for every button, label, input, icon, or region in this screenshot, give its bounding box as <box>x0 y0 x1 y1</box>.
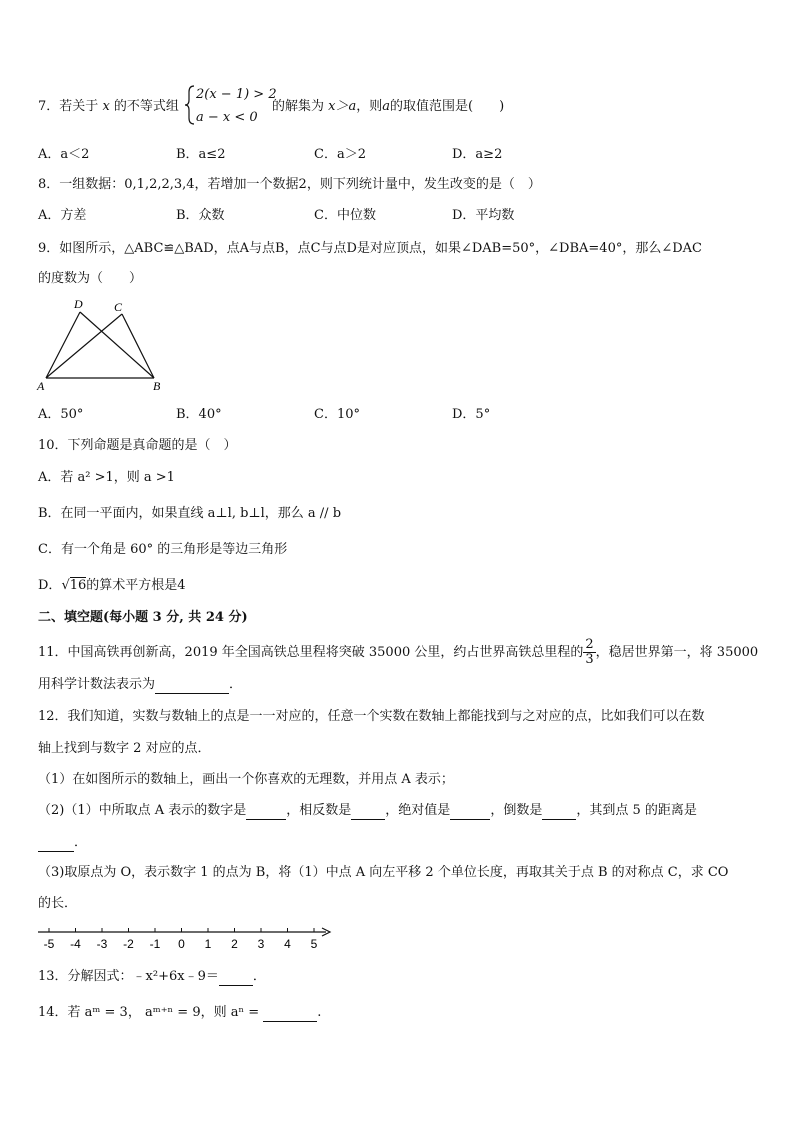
segment-cb <box>122 314 154 378</box>
q12-p2-end: ． <box>74 835 88 850</box>
q12-line1: 12．我们知道，实数与数轴上的点是一一对应的，任意一个实数在数轴上都能找到与之对应的点，比如我们可以在数 <box>38 709 705 724</box>
q13-line <box>38 968 266 986</box>
number-line-tick-label: -2 <box>123 937 134 951</box>
q12-blank-distance[interactable] <box>38 837 74 852</box>
number-line-tick-label: 5 <box>310 937 318 951</box>
q12-part3-line2: 的长． <box>38 896 78 911</box>
segment-ad <box>46 312 80 378</box>
q10-text: 10．下列命题是真命题的是（ ） <box>38 438 237 453</box>
q7-option-d: D．a≥2 <box>452 147 503 162</box>
q7-text-d: ，则 <box>356 99 383 114</box>
number-line-tick-label: -4 <box>70 937 81 951</box>
segment-ac <box>46 314 122 378</box>
q12-blank-abs[interactable] <box>450 805 490 820</box>
q10-option-c: C．有一个角是 60° 的三角形是等边三角形 <box>38 542 288 557</box>
q11-text-a: 11．中国高铁再创新高，2019 年全国高铁总里程将突破 35000 公里，约占世界高铁总里程的 <box>38 645 584 660</box>
q12-line2: 轴上找到与数字 2 对应的点． <box>38 741 211 756</box>
q12-p2-e: ，其到点 5 的距离是 <box>576 803 697 818</box>
q9-option-b: B．40° <box>176 407 222 422</box>
q12-p2-c: ，绝对值是 <box>385 803 451 818</box>
q10-option-b: B．在同一平面内，如果直线 a⊥l, b⊥l，那么 a // b <box>38 506 342 521</box>
q7-text-c: 的解集为 <box>272 99 325 114</box>
fraction-two-thirds <box>583 638 595 667</box>
q9-option-c: C．10° <box>314 407 360 422</box>
q12-blank-opposite[interactable] <box>351 805 385 820</box>
label-d: D <box>74 297 83 311</box>
q7-option-b: B．a≤2 <box>176 147 226 162</box>
number-line-tick-label: 4 <box>284 937 291 951</box>
q11-text-b: ，稳居世界第一，将 35000 <box>595 645 759 660</box>
q14-text-b: aᵐ⁺ⁿ = 9，则 aⁿ = <box>144 1005 260 1020</box>
q7-option-a: A．a＜2 <box>38 147 90 162</box>
q12-p2-d: ，倒数是 <box>490 803 543 818</box>
q7-ineq1: 2(x − 1) > 2 <box>196 87 277 102</box>
number-line-tick-label: 1 <box>204 937 212 951</box>
q7-ineq2: a − x < 0 <box>196 110 258 125</box>
frac-den: 3 <box>585 652 594 667</box>
q7-number: 7． <box>38 99 60 114</box>
q9-option-a: A．50° <box>38 407 84 422</box>
triangle-figure <box>36 296 176 392</box>
q11-answer-blank[interactable] <box>155 679 229 694</box>
q7-text-e: 的取值范围是( ) <box>390 99 505 114</box>
q10-option-d <box>38 577 186 595</box>
q7-var-x: x <box>102 99 110 114</box>
q11-end: ． <box>229 677 243 692</box>
q11-line1 <box>38 638 758 667</box>
q8-text: 8．一组数据：0,1,2,2,3,4，若增加一个数据2，则下列统计量中，发生改变的是（ ） <box>38 177 541 192</box>
frac-num: 2 <box>585 637 594 652</box>
label-b: B <box>153 379 161 392</box>
q14-line <box>38 1004 321 1022</box>
q8-option-d: D．平均数 <box>452 208 515 223</box>
q14-text-a: 14．若 aᵐ = 3， <box>38 1005 141 1020</box>
q7-option-c: C．a＞2 <box>314 147 366 162</box>
q7-text-b: 的不等式组 <box>113 99 179 114</box>
q13-end: ． <box>252 969 266 984</box>
q11-line2 <box>38 676 242 694</box>
q12-blank-reciprocal[interactable] <box>542 805 576 820</box>
q7-text-a: 若关于 <box>59 99 99 114</box>
q7-var-a: a <box>382 99 391 114</box>
q10-d-suffix: 的算术平方根是4 <box>86 578 186 593</box>
number-line <box>36 926 336 952</box>
q8-option-a: A．方差 <box>38 208 87 223</box>
number-line-tick-label: -3 <box>96 937 108 951</box>
q7-line-rest <box>272 98 504 116</box>
section-title: 二、填空题(每小题 3 分, 共 24 分) <box>38 610 248 625</box>
q12-part3-line1: （3)取原点为 O，表示数字 1 的点为 B，将（1）中点 A 向左平移 2 个单位长度，再取其关于点 B 的对称点 C，求 CO <box>38 865 729 880</box>
q10-option-a: A．若 a² >1，则 a >1 <box>38 470 175 485</box>
sqrt-radicand: 16 <box>69 578 87 593</box>
q8-option-b: B．众数 <box>176 208 225 223</box>
q9-option-d: D．5° <box>452 407 491 422</box>
number-line-tick-label: -5 <box>43 937 55 951</box>
q7-solution: x＞a <box>328 99 357 114</box>
segment-db <box>80 312 154 378</box>
q12-part2 <box>38 802 697 820</box>
label-c: C <box>114 300 123 314</box>
q12-blank-number[interactable] <box>246 805 286 820</box>
q13-text: 13．分解因式：﹣x²+6x﹣9＝ <box>38 969 219 984</box>
number-line-tick-label: 2 <box>231 937 238 951</box>
q12-p2-b: ，相反数是 <box>286 803 352 818</box>
q7-line <box>38 98 179 116</box>
number-line-tick-label: 0 <box>178 937 185 951</box>
number-line-tick-label: 3 <box>257 937 265 951</box>
q13-answer-blank[interactable] <box>219 971 253 986</box>
q12-part2-cont <box>38 834 87 852</box>
system-brace <box>184 84 196 126</box>
q11-text-c: 用科学计数法表示为 <box>38 677 156 692</box>
label-a: A <box>37 379 45 392</box>
q12-p2-a: （2)（1）中所取点 A 表示的数字是 <box>38 803 247 818</box>
q10-d-prefix: D． <box>38 578 62 593</box>
q14-answer-blank[interactable] <box>263 1007 317 1022</box>
q9-line1: 9．如图所示，△ABC≌△BAD，点A与点B，点C与点D是对应顶点，如果∠DAB=50°，∠DBA=40°，那么∠DAC <box>38 241 702 256</box>
q8-option-c: C．中位数 <box>314 208 376 223</box>
q9-line2: 的度数为（ ） <box>38 271 143 286</box>
q14-end: . <box>317 1005 322 1020</box>
number-line-tick-label: -1 <box>149 937 161 951</box>
sqrt-symbol: √ <box>61 578 70 593</box>
q12-part1: （1）在如图所示的数轴上，画出一个你喜欢的无理数，并用点 A 表示； <box>38 772 454 787</box>
